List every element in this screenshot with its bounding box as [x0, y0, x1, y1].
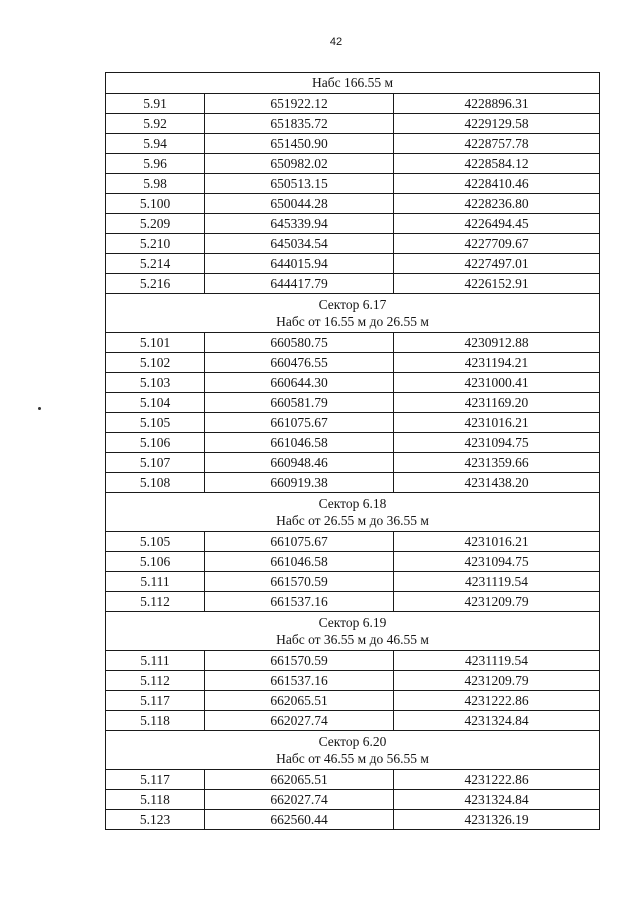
table-row — [106, 373, 600, 393]
section-header-row — [106, 493, 600, 532]
section-header — [106, 493, 600, 532]
point-number-cell: 5.112 — [106, 592, 205, 612]
table-row — [106, 154, 600, 174]
x-coordinate-cell: 645034.54 — [205, 234, 394, 254]
point-number-cell: 5.103 — [106, 373, 205, 393]
sector-title: Сектор 6.18 — [318, 496, 387, 511]
section-header-row — [106, 294, 600, 333]
point-number-cell: 5.117 — [106, 691, 205, 711]
y-coordinate-cell: 4231094.75 — [394, 433, 600, 453]
table-row — [106, 214, 600, 234]
altitude-range: Набс от 46.55 м до 56.55 м — [276, 751, 429, 766]
x-coordinate-cell: 650982.02 — [205, 154, 394, 174]
x-coordinate-cell: 661075.67 — [205, 413, 394, 433]
table-row — [106, 353, 600, 373]
point-number-cell: 5.214 — [106, 254, 205, 274]
table-row — [106, 691, 600, 711]
y-coordinate-cell: 4231119.54 — [394, 572, 600, 592]
table-row — [106, 254, 600, 274]
table-row — [106, 770, 600, 790]
point-number-cell: 5.112 — [106, 671, 205, 691]
point-number-cell: 5.100 — [106, 194, 205, 214]
table-row — [106, 174, 600, 194]
table-row — [106, 532, 600, 552]
table-row — [106, 671, 600, 691]
point-number-cell: 5.106 — [106, 552, 205, 572]
point-number-cell: 5.94 — [106, 134, 205, 154]
x-coordinate-cell: 650044.28 — [205, 194, 394, 214]
table-row — [106, 453, 600, 473]
y-coordinate-cell: 4228584.12 — [394, 154, 600, 174]
altitude-range: Набс 166.55 м — [311, 75, 394, 90]
x-coordinate-cell: 651835.72 — [205, 114, 394, 134]
y-coordinate-cell: 4231119.54 — [394, 651, 600, 671]
point-number-cell: 5.104 — [106, 393, 205, 413]
y-coordinate-cell: 4231000.41 — [394, 373, 600, 393]
altitude-range: Набс от 16.55 м до 26.55 м — [276, 314, 429, 329]
point-number-cell: 5.118 — [106, 790, 205, 810]
point-number-cell: 5.102 — [106, 353, 205, 373]
point-number-cell: 5.108 — [106, 473, 205, 493]
table-row — [106, 134, 600, 154]
x-coordinate-cell: 661075.67 — [205, 532, 394, 552]
y-coordinate-cell: 4231016.21 — [394, 532, 600, 552]
point-number-cell: 5.111 — [106, 572, 205, 592]
y-coordinate-cell: 4231016.21 — [394, 413, 600, 433]
table-row — [106, 473, 600, 493]
x-coordinate-cell: 660476.55 — [205, 353, 394, 373]
y-coordinate-cell: 4231222.86 — [394, 770, 600, 790]
section-header — [106, 294, 600, 333]
x-coordinate-cell: 660581.79 — [205, 393, 394, 413]
table-row — [106, 94, 600, 114]
point-number-cell: 5.98 — [106, 174, 205, 194]
scan-speck — [38, 407, 41, 410]
table-row — [106, 810, 600, 830]
point-number-cell: 5.117 — [106, 770, 205, 790]
table-row — [106, 552, 600, 572]
point-number-cell: 5.106 — [106, 433, 205, 453]
x-coordinate-cell: 661537.16 — [205, 671, 394, 691]
x-coordinate-cell: 661046.58 — [205, 433, 394, 453]
altitude-range: Набс от 26.55 м до 36.55 м — [276, 513, 429, 528]
table-row — [106, 790, 600, 810]
section-header-row — [106, 612, 600, 651]
point-number-cell: 5.111 — [106, 651, 205, 671]
x-coordinate-cell: 660919.38 — [205, 473, 394, 493]
altitude-range: Набс от 36.55 м до 46.55 м — [276, 632, 429, 647]
point-number-cell: 5.105 — [106, 532, 205, 552]
y-coordinate-cell: 4231359.66 — [394, 453, 600, 473]
coordinates-table-body — [106, 73, 600, 830]
section-header-row — [106, 731, 600, 770]
y-coordinate-cell: 4231169.20 — [394, 393, 600, 413]
x-coordinate-cell: 661537.16 — [205, 592, 394, 612]
point-number-cell: 5.92 — [106, 114, 205, 134]
table-row — [106, 234, 600, 254]
y-coordinate-cell: 4231438.20 — [394, 473, 600, 493]
point-number-cell: 5.91 — [106, 94, 205, 114]
point-number-cell: 5.101 — [106, 333, 205, 353]
x-coordinate-cell: 645339.94 — [205, 214, 394, 234]
point-number-cell: 5.118 — [106, 711, 205, 731]
table-row — [106, 433, 600, 453]
x-coordinate-cell: 662065.51 — [205, 691, 394, 711]
y-coordinate-cell: 4231326.19 — [394, 810, 600, 830]
point-number-cell: 5.209 — [106, 214, 205, 234]
y-coordinate-cell: 4231209.79 — [394, 592, 600, 612]
table-row — [106, 592, 600, 612]
y-coordinate-cell: 4226494.45 — [394, 214, 600, 234]
y-coordinate-cell: 4231209.79 — [394, 671, 600, 691]
sector-title: Сектор 6.17 — [318, 297, 387, 312]
point-number-cell: 5.96 — [106, 154, 205, 174]
y-coordinate-cell: 4231324.84 — [394, 711, 600, 731]
x-coordinate-cell: 651922.12 — [205, 94, 394, 114]
table-row — [106, 194, 600, 214]
x-coordinate-cell: 660644.30 — [205, 373, 394, 393]
y-coordinate-cell: 4231194.21 — [394, 353, 600, 373]
y-coordinate-cell: 4231324.84 — [394, 790, 600, 810]
table-row — [106, 413, 600, 433]
x-coordinate-cell: 644015.94 — [205, 254, 394, 274]
x-coordinate-cell: 644417.79 — [205, 274, 394, 294]
x-coordinate-cell: 650513.15 — [205, 174, 394, 194]
y-coordinate-cell: 4228410.46 — [394, 174, 600, 194]
y-coordinate-cell: 4231094.75 — [394, 552, 600, 572]
x-coordinate-cell: 661570.59 — [205, 651, 394, 671]
coordinates-table — [105, 72, 600, 830]
y-coordinate-cell: 4229129.58 — [394, 114, 600, 134]
x-coordinate-cell: 660948.46 — [205, 453, 394, 473]
y-coordinate-cell: 4226152.91 — [394, 274, 600, 294]
table-row — [106, 711, 600, 731]
y-coordinate-cell: 4228757.78 — [394, 134, 600, 154]
x-coordinate-cell: 662027.74 — [205, 711, 394, 731]
y-coordinate-cell: 4227497.01 — [394, 254, 600, 274]
table-row — [106, 114, 600, 134]
sector-title: Сектор 6.20 — [318, 734, 387, 749]
x-coordinate-cell: 662065.51 — [205, 770, 394, 790]
x-coordinate-cell: 662560.44 — [205, 810, 394, 830]
sector-title: Сектор 6.19 — [318, 615, 387, 630]
section-header — [106, 612, 600, 651]
point-number-cell: 5.105 — [106, 413, 205, 433]
point-number-cell: 5.216 — [106, 274, 205, 294]
x-coordinate-cell: 661570.59 — [205, 572, 394, 592]
point-number-cell: 5.123 — [106, 810, 205, 830]
table-row — [106, 274, 600, 294]
table-row — [106, 393, 600, 413]
x-coordinate-cell: 660580.75 — [205, 333, 394, 353]
point-number-cell: 5.210 — [106, 234, 205, 254]
table-row — [106, 651, 600, 671]
table-row — [106, 333, 600, 353]
point-number-cell: 5.107 — [106, 453, 205, 473]
section-header — [106, 731, 600, 770]
x-coordinate-cell: 662027.74 — [205, 790, 394, 810]
y-coordinate-cell: 4231222.86 — [394, 691, 600, 711]
page-number: 42 — [329, 36, 343, 48]
y-coordinate-cell: 4228236.80 — [394, 194, 600, 214]
table-row — [106, 572, 600, 592]
y-coordinate-cell: 4227709.67 — [394, 234, 600, 254]
section-header-row — [106, 73, 600, 94]
y-coordinate-cell: 4228896.31 — [394, 94, 600, 114]
y-coordinate-cell: 4230912.88 — [394, 333, 600, 353]
x-coordinate-cell: 661046.58 — [205, 552, 394, 572]
x-coordinate-cell: 651450.90 — [205, 134, 394, 154]
section-header — [106, 73, 600, 94]
